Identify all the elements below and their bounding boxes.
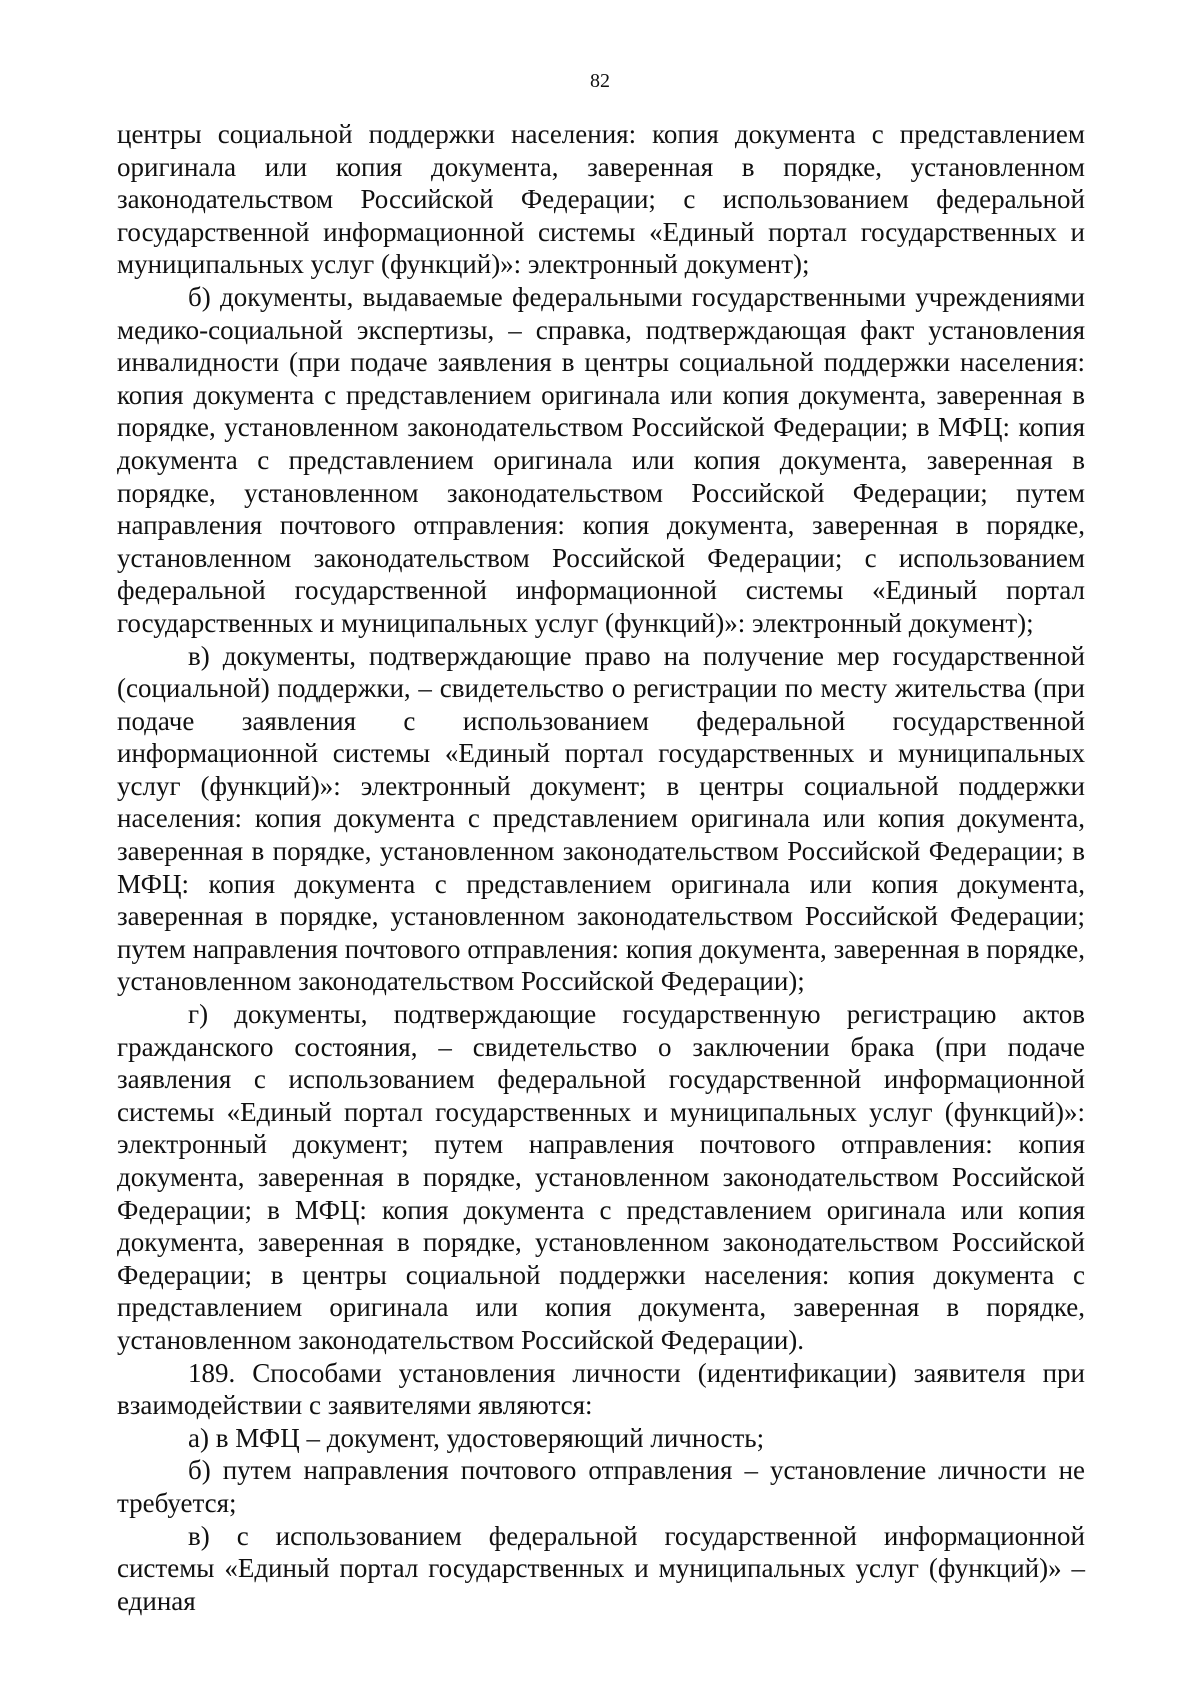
paragraph-v-support-documents: в) документы, подтверждающие право на получение мер государственной (социальной) поддержки, – свидетельство о регистрации по месту жительства (при подаче заявления с использованием федеральной государственной информационной системы «Единый портал государственных и муниципальных услуг (функций)»: электронный документ; в центры социальной поддержки населения: копия документа с представлением оригинала или копия документа, заверенная в порядке, установленном законодательством Российской Федерации; в МФЦ: копия документа с представлением оригинала или копия документа, заверенная в порядке, установленном законодательством Российской Федерации; путем направления почтового отправления: копия документа, заверенная в порядке, установленном законодательством Российской Федерации); <box>117 640 1085 997</box>
paragraph-189-identification: 189. Способами установления личности (идентификации) заявителя при взаимодействии с заявителями являются: <box>117 1357 1085 1421</box>
paragraph-b-postal: б) путем направления почтового отправления – установление личности не требуется; <box>117 1455 1085 1518</box>
page-number: 82 <box>590 70 610 92</box>
paragraph-a-mfc: а) в МФЦ – документ, удостоверяющий личность; <box>188 1422 765 1453</box>
paragraph-continuation: центры социальной поддержки населения: копия документа с представлением оригинала или копия документа, заверенная в порядке, установленном законодательством Российской Федерации; с использованием федеральной государственной информационной системы «Единый портал государственных и муниципальных услуг (функций)»: электронный документ); <box>117 119 1085 280</box>
paragraph-v-portal: в) с использованием федеральной государственной информационной системы «Единый портал государственных и муниципальных услуг (функций)» – единая <box>117 1520 1085 1616</box>
document-body <box>117 118 1085 1617</box>
paragraph-g-civil-registration: г) документы, подтверждающие государственную регистрацию актов гражданского состояния, – свидетельство о заключении брака (при подаче заявления с использованием федеральной государственной информационной системы «Единый портал государственных и муниципальных услуг (функций)»: электронный документ; путем направления почтового отправления: копия документа, заверенная в порядке, установленном законодательством Российской Федерации; в МФЦ: копия документа с представлением оригинала или копия документа, заверенная в порядке, установленном законодательством Российской Федерации; в центры социальной поддержки населения: копия документа с представлением оригинала или копия документа, заверенная в порядке, установленном законодательством Российской Федерации). <box>117 999 1085 1355</box>
paragraph-b-mse-documents: б) документы, выдаваемые федеральными государственными учреждениями медико-социальной экспертизы, – справка, подтверждающая факт установления инвалидности (при подаче заявления в центры социальной поддержки населения: копия документа с представлением оригинала или копия документа, заверенная в порядке, установленном законодательством Российской Федерации; в МФЦ: копия документа с представлением оригинала или копия документа, заверенная в порядке, установленном законодательством Российской Федерации; путем направления почтового отправления: копия документа, заверенная в порядке, установленном законодательством Российской Федерации; с использованием федеральной государственной информационной системы «Единый портал государственных и муниципальных услуг (функций)»: электронный документ); <box>117 281 1085 638</box>
